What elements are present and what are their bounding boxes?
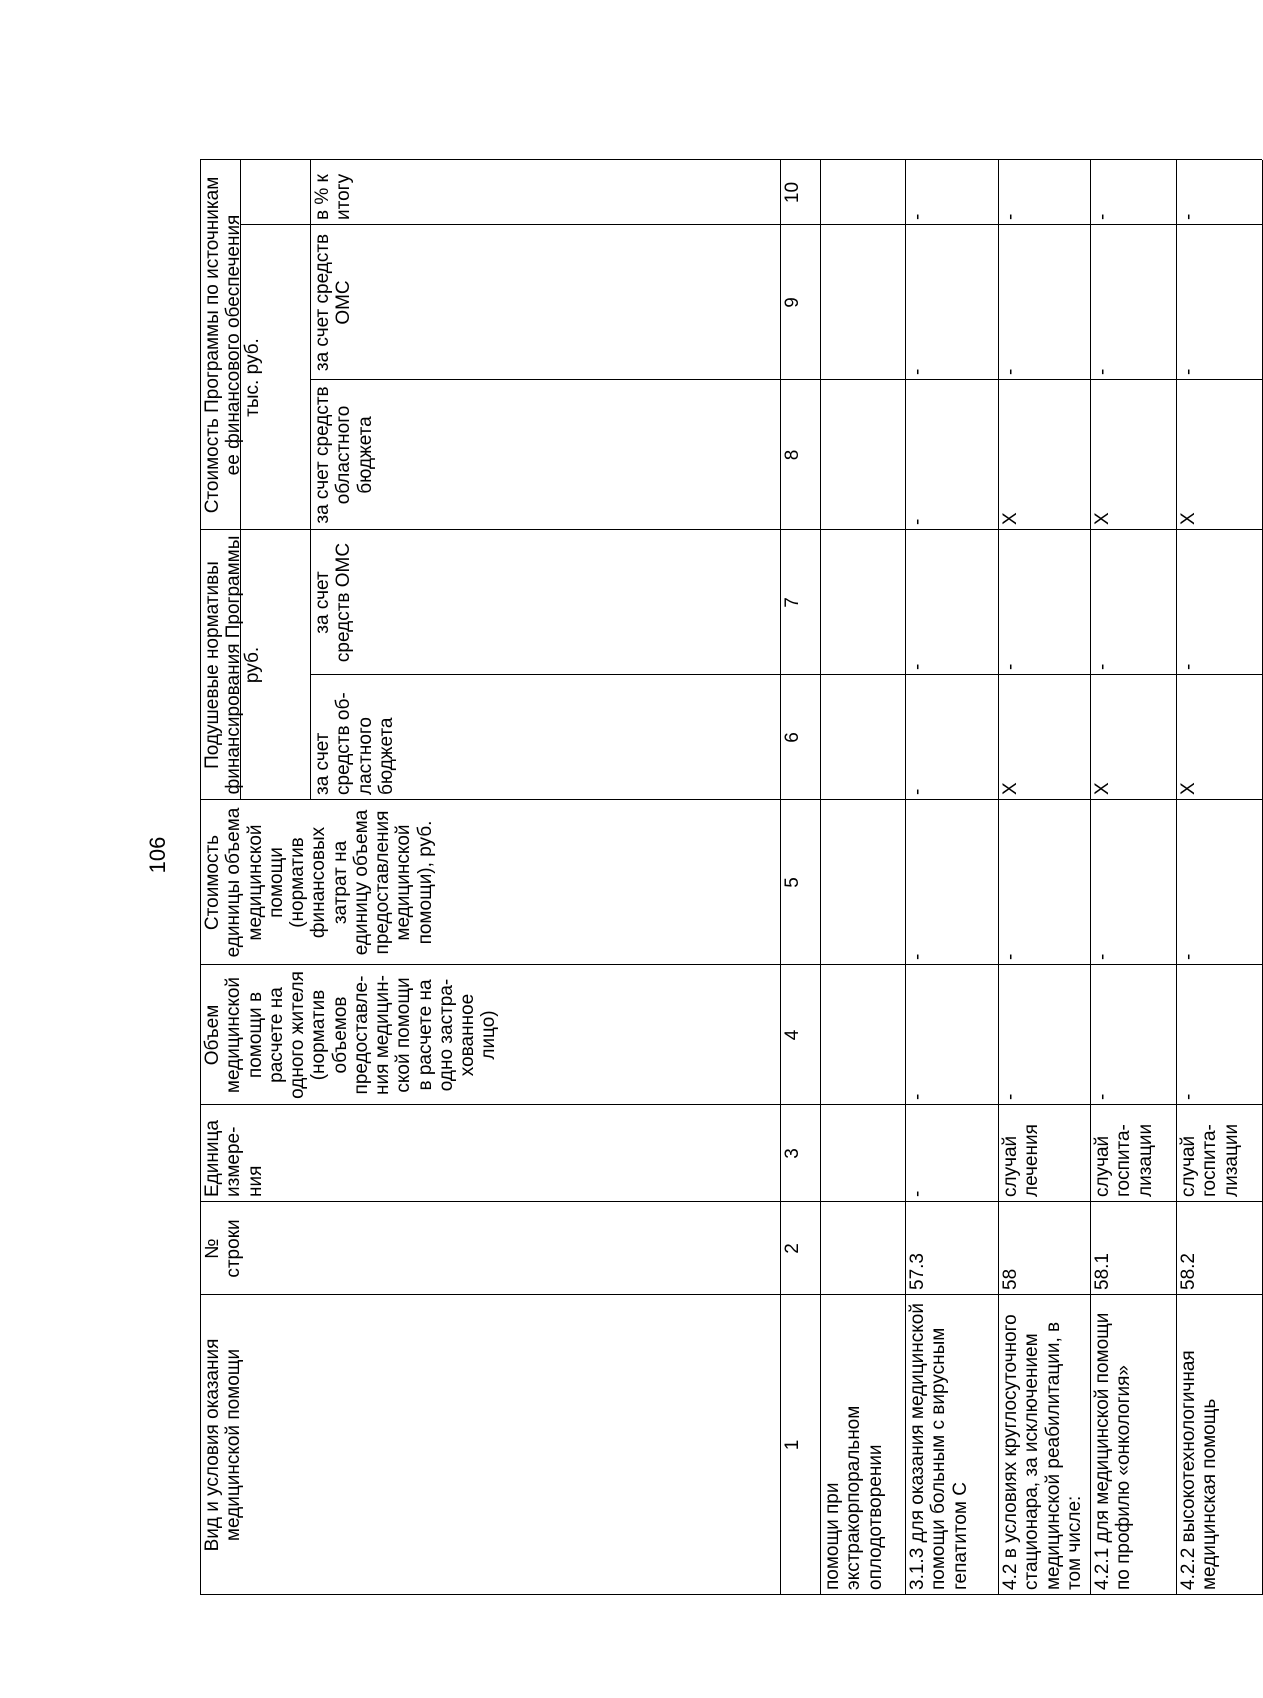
regional-cost-cell <box>820 380 905 530</box>
header-unit: Единица измере-ния <box>202 1120 266 1197</box>
oms-per-capita-cell: - <box>907 663 928 670</box>
oms-per-capita-cell: - <box>1000 663 1021 670</box>
regional-per-capita-cell <box>820 675 905 800</box>
percent-cell: - <box>907 213 928 220</box>
unit-cell: случай госпита-лизации <box>1092 1123 1156 1197</box>
row-number-cell: 58.2 <box>1178 1253 1199 1290</box>
column-number: 7 <box>782 597 803 608</box>
header-percent-of-total: в % к итогу <box>312 173 355 220</box>
column-number: 2 <box>782 1243 803 1254</box>
column-number: 4 <box>782 1029 803 1041</box>
unit-cell: случай госпита-лизации <box>1178 1123 1242 1197</box>
header-program-cost: Стоимость Программы по источникам ее финансового обеспечения <box>202 176 245 514</box>
column-number: 1 <box>782 1439 803 1451</box>
care-type-cell: 4.2.1 для медицинской помощи по профилю «онкология» <box>1092 1312 1135 1590</box>
unit-cost-cell: - <box>907 953 928 960</box>
percent-cell: - <box>1000 213 1021 220</box>
oms-cost-cell: - <box>1178 368 1199 375</box>
page-number: 106 <box>145 836 170 874</box>
unit-cell: - <box>907 1190 928 1197</box>
oms-cost-cell: - <box>907 368 928 375</box>
regional-per-capita-cell: X <box>1000 782 1021 795</box>
column-number: 3 <box>782 1148 803 1159</box>
regional-cost-cell: X <box>1000 512 1021 525</box>
header-cost-regional-budget: за счет средств областного бюджета <box>312 386 376 524</box>
unit-cost-cell: - <box>1000 953 1021 960</box>
header-regional-budget: за счет средств об-ластного бюджета <box>312 692 397 795</box>
unit-cost-cell: - <box>1178 953 1199 960</box>
rotated-page <box>200 95 1242 1595</box>
column-number: 10 <box>782 181 803 204</box>
header-row-number: № строки <box>202 1219 245 1278</box>
unit-cell <box>820 1105 905 1202</box>
unit-cost-cell: - <box>1092 953 1113 960</box>
care-type-cell: 4.2 в условиях круглосуточного стационара, за исключением медицинской реабилитации, в том числе: <box>1000 1314 1085 1590</box>
header-unit-cost: Стоимость единицы объема медицинской помощи (норматив финансовых затрат на единицу объема предоставления медицинской помощи), руб. <box>202 807 436 958</box>
percent-cell: - <box>1178 213 1199 220</box>
header-program-cost-unit: тыс. руб. <box>242 338 263 417</box>
header-per-capita-unit: руб. <box>242 646 263 684</box>
oms-cost-cell <box>820 225 905 380</box>
percent-cell: - <box>1092 213 1113 220</box>
regional-per-capita-cell: X <box>1092 782 1113 795</box>
percent-cell <box>820 160 905 225</box>
unit-cell: случай лечения <box>1000 1124 1043 1197</box>
volume-cell: - <box>1000 1093 1021 1100</box>
regional-cost-cell: X <box>1092 512 1113 525</box>
care-type-cell: 3.1.3 для оказания медицинской помощи больным с вирусным гепатитом С <box>907 1303 971 1590</box>
oms-per-capita-cell: - <box>1178 663 1199 670</box>
column-number: 8 <box>782 449 803 461</box>
column-number: 9 <box>782 297 803 308</box>
volume-cell: - <box>1092 1093 1113 1100</box>
row-number-cell: 58 <box>1000 1268 1021 1290</box>
header-per-capita-norms: Подушевые нормативы финансирования Программы <box>202 535 245 795</box>
header-cost-oms-funds: за счет средств ОМС <box>312 233 355 372</box>
regional-cost-cell: - <box>907 518 928 525</box>
header-volume-per-resident: Объем медицинской помощи в расчете на одного жителя (норматив объемов предоставле-ния медицин-ской помощи в расчете на одно застра-хованное лицо) <box>202 971 500 1099</box>
header-oms-funds: за счет средств ОМС <box>312 542 355 663</box>
column-number: 6 <box>782 732 803 743</box>
regional-per-capita-cell: X <box>1178 782 1199 795</box>
unit-cost-cell <box>820 800 905 965</box>
oms-per-capita-cell: - <box>1092 663 1113 670</box>
regional-cost-cell: X <box>1178 512 1199 525</box>
header-care-type: Вид и условия оказания медицинской помощи <box>202 1338 245 1552</box>
oms-per-capita-cell <box>820 530 905 675</box>
volume-cell: - <box>907 1093 928 1100</box>
column-number: 5 <box>782 877 803 888</box>
row-number-cell: 57.3 <box>907 1253 928 1290</box>
volume-cell: - <box>1178 1093 1199 1100</box>
regional-per-capita-cell: - <box>907 788 928 795</box>
row-number-cell <box>820 1202 905 1295</box>
row-number-cell: 58.1 <box>1092 1253 1113 1290</box>
volume-cell <box>820 965 905 1105</box>
oms-cost-cell: - <box>1092 368 1113 375</box>
care-type-cell: 4.2.2 высокотехнологичная медицинская помощь <box>1178 1350 1221 1590</box>
care-type-cell: помощи при экстракорпоральном оплодотворении <box>822 1405 886 1590</box>
program-cost-table <box>200 95 1242 1595</box>
oms-cost-cell: - <box>1000 368 1021 375</box>
